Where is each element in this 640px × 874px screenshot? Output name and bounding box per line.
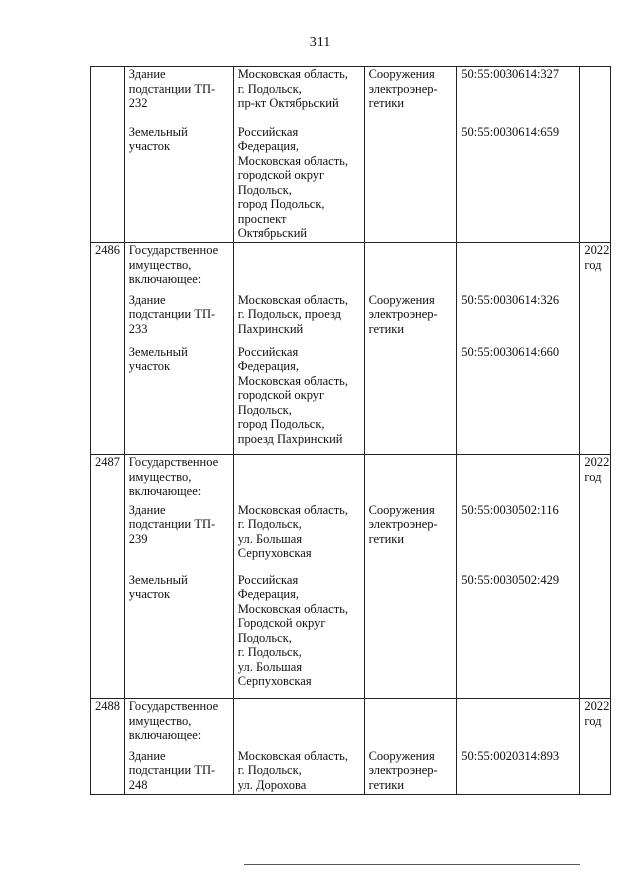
record-number-cell: 2488 bbox=[91, 699, 125, 749]
object-name-cell: Здание подстанции ТП- 232 bbox=[124, 67, 233, 125]
object-name-cell: Здание подстанции ТП- 233 bbox=[124, 293, 233, 345]
object-type-cell: Сооружения электроэнер- гетики bbox=[364, 67, 457, 125]
table-row bbox=[91, 345, 611, 455]
year-cell: 2022 год bbox=[580, 699, 611, 749]
object-name-cell: Здание подстанции ТП- 248 bbox=[124, 749, 233, 795]
object-address-cell: Российская Федерация, Московская область, Городской округ Подольск, г. Подольск, ул. Большая Серпуховская bbox=[233, 573, 364, 699]
cadastral-number-cell: 50:55:0030614:660 bbox=[457, 345, 580, 455]
object-name-cell: Земельный участок bbox=[124, 345, 233, 455]
record-number-cell bbox=[91, 749, 125, 795]
table-row bbox=[91, 455, 611, 503]
object-address-cell: Московская область, г. Подольск, проезд Пахринский bbox=[233, 293, 364, 345]
object-name-cell: Земельный участок bbox=[124, 125, 233, 243]
cadastral-number-cell bbox=[457, 243, 580, 293]
object-address-cell: Московская область, г. Подольск, пр-кт Октябрьский bbox=[233, 67, 364, 125]
object-address-cell: Российская Федерация, Московская область, городской округ Подольск, город Подольск, проезд Пахринский bbox=[233, 345, 364, 455]
cadastral-number-cell bbox=[457, 455, 580, 503]
object-address-cell bbox=[233, 699, 364, 749]
object-name-cell: Земельный участок bbox=[124, 573, 233, 699]
year-cell bbox=[580, 573, 611, 699]
year-cell bbox=[580, 749, 611, 795]
object-address-cell: Московская область, г. Подольск, ул. Большая Серпуховская bbox=[233, 503, 364, 573]
table-row bbox=[91, 293, 611, 345]
record-number-cell bbox=[91, 503, 125, 573]
object-type-cell bbox=[364, 573, 457, 699]
year-cell: 2022 год bbox=[580, 243, 611, 293]
object-name-cell: Государственное имущество, включающее: bbox=[124, 455, 233, 503]
record-number-cell: 2486 bbox=[91, 243, 125, 293]
object-address-cell: Российская Федерация, Московская область, городской округ Подольск, город Подольск, проспект Октябрьский bbox=[233, 125, 364, 243]
footer-rule bbox=[244, 864, 580, 865]
year-cell: 2022 год bbox=[580, 455, 611, 503]
record-number-cell bbox=[91, 345, 125, 455]
registry-body bbox=[91, 67, 611, 795]
object-type-cell: Сооружения электроэнер- гетики bbox=[364, 293, 457, 345]
table-row bbox=[91, 503, 611, 573]
object-address-cell: Московская область, г. Подольск, ул. Дорохова bbox=[233, 749, 364, 795]
record-number-cell: 2487 bbox=[91, 455, 125, 503]
record-number-cell bbox=[91, 573, 125, 699]
object-address-cell bbox=[233, 455, 364, 503]
cadastral-number-cell bbox=[457, 699, 580, 749]
object-type-cell bbox=[364, 699, 457, 749]
table-row bbox=[91, 749, 611, 795]
object-name-cell: Здание подстанции ТП- 239 bbox=[124, 503, 233, 573]
year-cell bbox=[580, 345, 611, 455]
object-type-cell bbox=[364, 243, 457, 293]
cadastral-number-cell: 50:55:0030614:327 bbox=[457, 67, 580, 125]
table-row bbox=[91, 125, 611, 243]
table-row bbox=[91, 573, 611, 699]
record-number-cell bbox=[91, 67, 125, 125]
object-name-cell: Государственное имущество, включающее: bbox=[124, 699, 233, 749]
table-row bbox=[91, 67, 611, 125]
object-type-cell bbox=[364, 455, 457, 503]
year-cell bbox=[580, 67, 611, 125]
record-number-cell bbox=[91, 293, 125, 345]
year-cell bbox=[580, 293, 611, 345]
cadastral-number-cell: 50:55:0030614:326 bbox=[457, 293, 580, 345]
cadastral-number-cell: 50:55:0030614:659 bbox=[457, 125, 580, 243]
year-cell bbox=[580, 503, 611, 573]
object-type-cell: Сооружения электроэнер- гетики bbox=[364, 749, 457, 795]
property-registry-table bbox=[90, 66, 611, 795]
page-number: 311 bbox=[309, 35, 331, 50]
object-name-cell: Государственное имущество, включающее: bbox=[124, 243, 233, 293]
cadastral-number-cell: 50:55:0030502:116 bbox=[457, 503, 580, 573]
record-number-cell bbox=[91, 125, 125, 243]
cadastral-number-cell: 50:55:0020314:893 bbox=[457, 749, 580, 795]
object-type-cell: Сооружения электроэнер- гетики bbox=[364, 503, 457, 573]
cadastral-number-cell: 50:55:0030502:429 bbox=[457, 573, 580, 699]
object-address-cell bbox=[233, 243, 364, 293]
year-cell bbox=[580, 125, 611, 243]
table-row bbox=[91, 699, 611, 749]
object-type-cell bbox=[364, 345, 457, 455]
table-row bbox=[91, 243, 611, 293]
object-type-cell bbox=[364, 125, 457, 243]
